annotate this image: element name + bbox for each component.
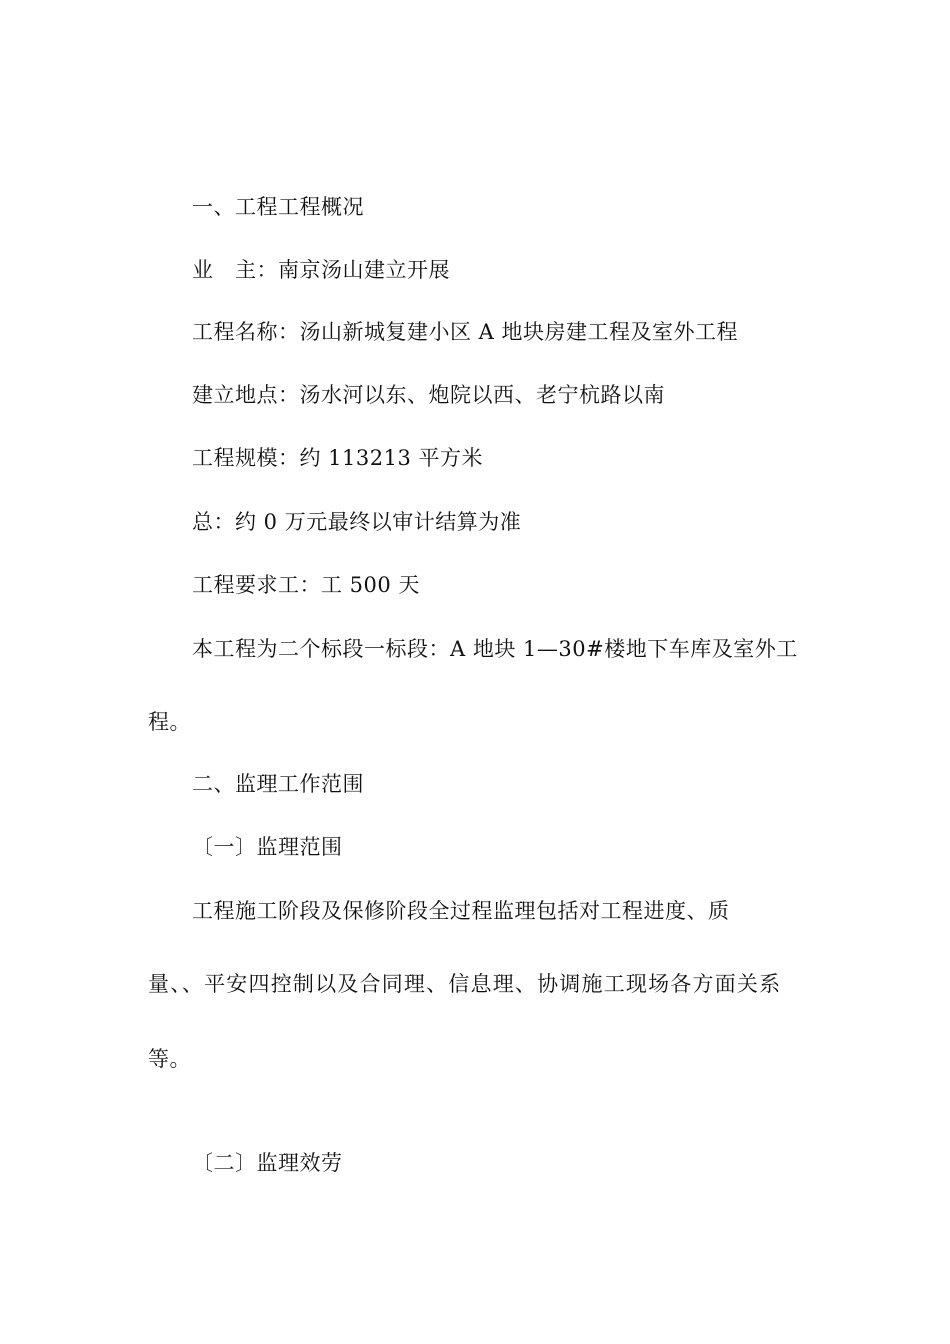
duration-line: 工程要求工：工 500 天 <box>192 573 420 597</box>
section2-heading: 二、监理工作范围 <box>192 772 364 796</box>
owner-line: 业 主：南京汤山建立开展 <box>192 258 450 282</box>
section1-heading: 一、工程工程概况 <box>192 195 364 219</box>
scope-line-1: 工程施工阶段及保修阶段全过程监理包括对工程进度、质 <box>192 899 730 923</box>
scale-line: 工程规模：约 113213 平方米 <box>192 446 484 470</box>
scope-line-2: 量、、平安四控制以及合同理、信息理、协调施工现场各方面关系 <box>148 972 782 996</box>
sections-line-2: 程。 <box>148 710 191 734</box>
sub2-heading: 〔二〕监理效劳 <box>192 1151 343 1175</box>
location-line: 建立地点：汤水河以东、炮院以西、老宁杭路以南 <box>192 383 665 407</box>
sections-line-1: 本工程为二个标段一标段：A 地块 1—30#楼地下车库及室外工 <box>192 637 798 661</box>
sub1-heading: 〔一〕监理范围 <box>192 835 343 859</box>
total-line: 总：约 0 万元最终以审计结算为准 <box>192 510 522 534</box>
project-name-line: 工程名称：汤山新城复建小区 A 地块房建工程及室外工程 <box>192 320 739 344</box>
scope-line-3: 等。 <box>148 1047 191 1071</box>
